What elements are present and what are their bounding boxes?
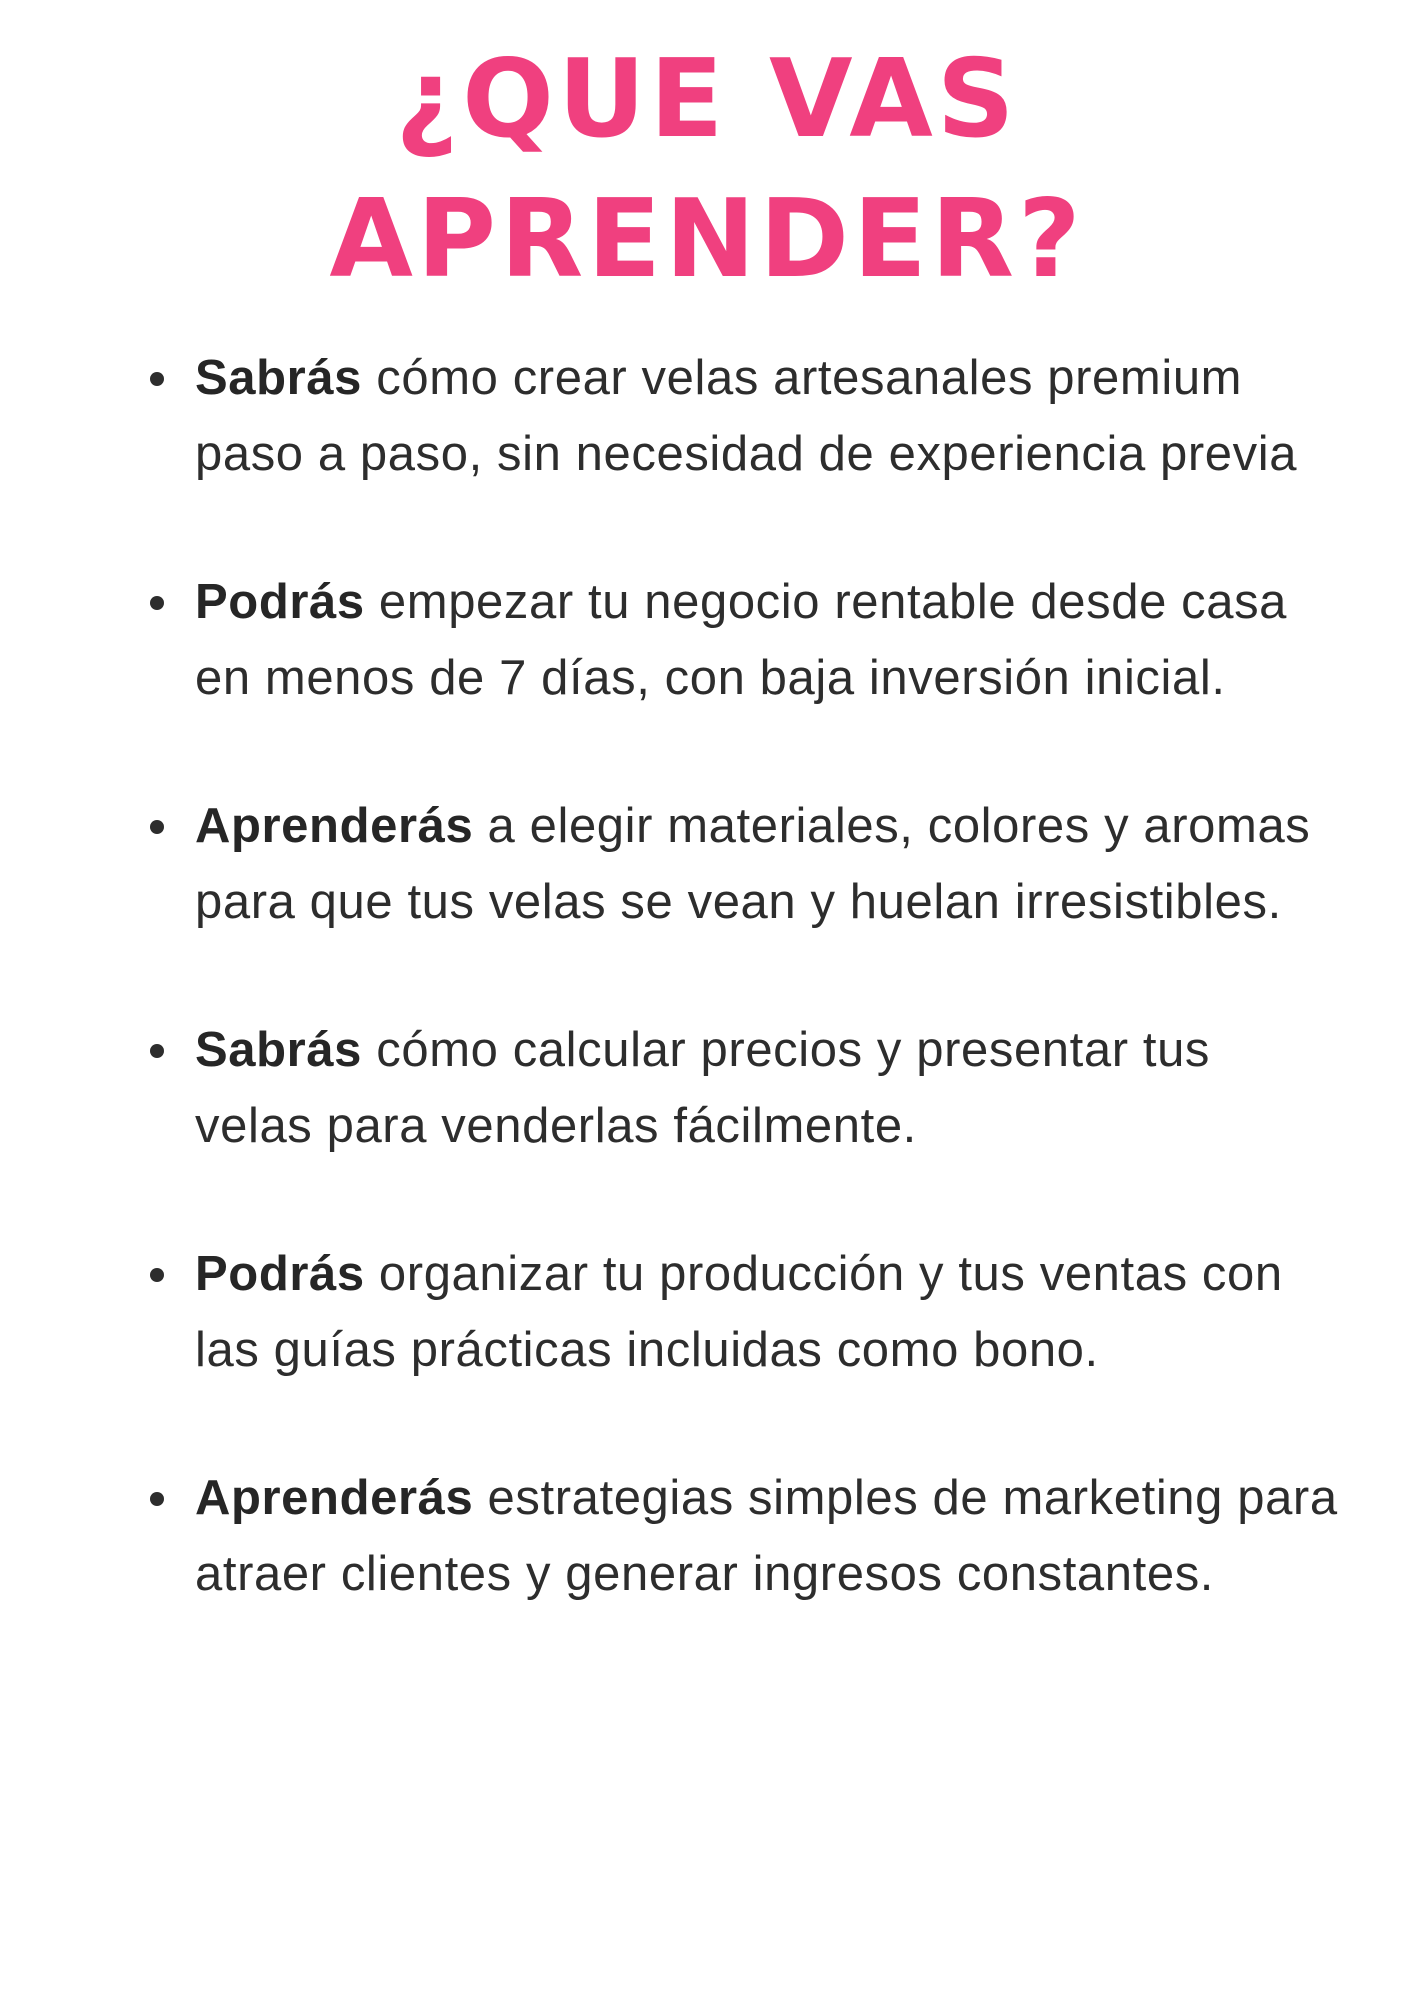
benefit-text: organizar tu producción y tus ventas con las guías prácticas incluidas como bono. bbox=[195, 1247, 1283, 1377]
benefit-text: estrategias simples de marketing para atraer clientes y generar ingresos constantes. bbox=[195, 1471, 1338, 1601]
benefit-text: empezar tu negocio rentable desde casa en menos de 7 días, con baja inversión inicial. bbox=[195, 575, 1288, 705]
benefit-item bbox=[140, 1460, 1340, 1612]
page-title bbox=[0, 0, 1414, 310]
bullet-icon bbox=[150, 1044, 164, 1058]
benefit-text: cómo crear velas artesanales premium paso a paso, sin necesidad de experiencia previa bbox=[195, 351, 1298, 481]
benefit-item bbox=[140, 788, 1340, 940]
bullet-icon bbox=[150, 820, 164, 834]
bullet-icon bbox=[150, 1492, 164, 1506]
benefit-lead: Podrás bbox=[195, 575, 365, 629]
benefit-item bbox=[140, 564, 1340, 716]
bullet-icon bbox=[150, 596, 164, 610]
benefit-item bbox=[140, 1012, 1340, 1164]
benefit-lead: Podrás bbox=[195, 1247, 365, 1301]
bullet-icon bbox=[150, 372, 164, 386]
benefit-lead: Aprenderás bbox=[195, 1471, 474, 1525]
benefit-lead: Sabrás bbox=[195, 1023, 363, 1077]
benefit-lead: Sabrás bbox=[195, 351, 363, 405]
benefit-list bbox=[140, 340, 1340, 1684]
bullet-icon bbox=[150, 1268, 164, 1282]
benefit-item bbox=[140, 1236, 1340, 1388]
benefit-text: a elegir materiales, colores y aromas para que tus velas se vean y huelan irresistibles. bbox=[195, 799, 1311, 929]
benefit-item bbox=[140, 340, 1340, 492]
benefit-text: cómo calcular precios y presentar tus velas para venderlas fácilmente. bbox=[195, 1023, 1211, 1153]
title-line-2: APRENDER? bbox=[329, 177, 1085, 302]
title-line-1: ¿QUE VAS bbox=[395, 37, 1019, 162]
benefit-lead: Aprenderás bbox=[195, 799, 474, 853]
